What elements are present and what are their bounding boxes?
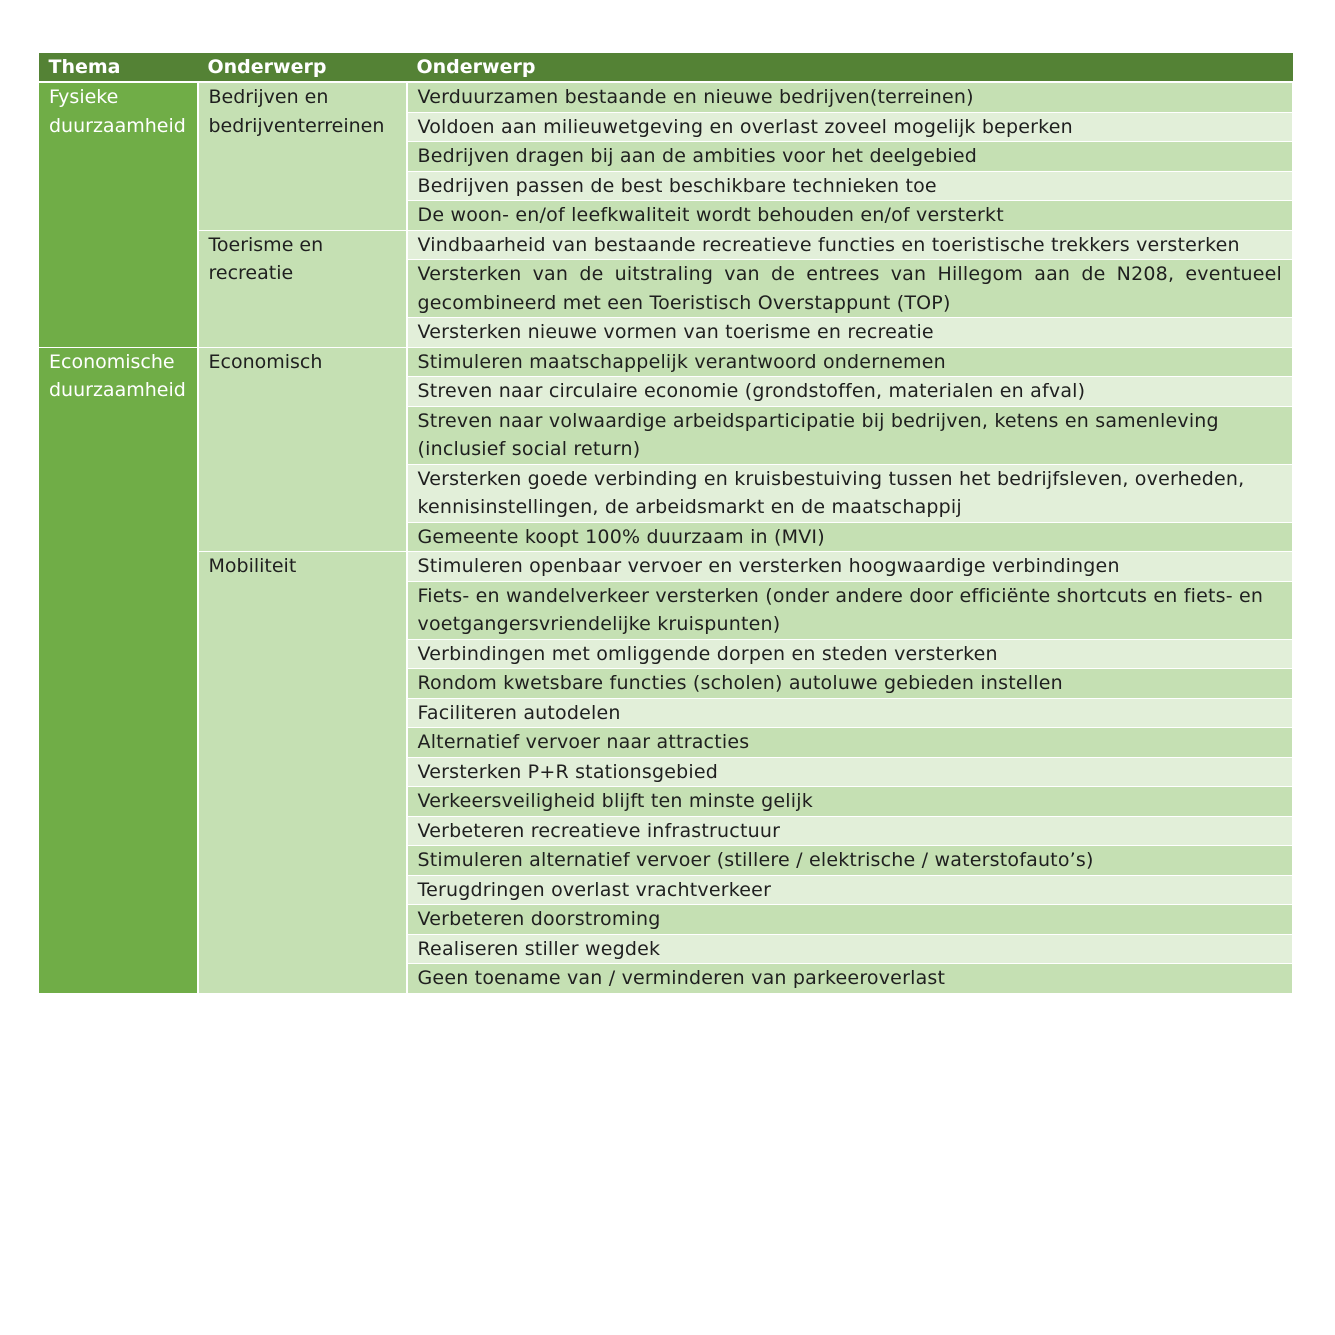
subject-cell: Economisch xyxy=(198,347,407,552)
table-row xyxy=(39,230,1293,260)
item-cell: Bedrijven dragen bij aan de ambities voor het deelgebied xyxy=(407,142,1293,172)
item-cell: Faciliteren autodelen xyxy=(407,698,1293,728)
item-cell: Bedrijven passen de best beschikbare technieken toe xyxy=(407,171,1293,201)
item-cell: Stimuleren alternatief vervoer (stillere / elektrische / waterstofauto’s) xyxy=(407,846,1293,876)
table-body xyxy=(39,82,1293,993)
item-cell: Terugdringen overlast vrachtverkeer xyxy=(407,875,1293,905)
item-cell: Geen toename van / verminderen van parkeeroverlast xyxy=(407,964,1293,994)
item-cell: Vindbaarheid van bestaande recreatieve functies en toeristische trekkers versterken xyxy=(407,230,1293,260)
table-row xyxy=(39,347,1293,377)
table-row xyxy=(39,552,1293,582)
item-cell: Voldoen aan milieuwetgeving en overlast zoveel mogelijk beperken xyxy=(407,112,1293,142)
item-cell: Verbeteren doorstroming xyxy=(407,905,1293,935)
item-cell: Gemeente koopt 100% duurzaam in (MVI) xyxy=(407,522,1293,552)
item-cell: Rondom kwetsbare functies (scholen) autoluwe gebieden instellen xyxy=(407,669,1293,699)
item-cell: Fiets- en wandelverkeer versterken (onder andere door efficiënte shortcuts en fiets- en voetgangersvriendelijke kruispunten) xyxy=(407,581,1293,639)
item-cell: Stimuleren maatschappelijk verantwoord ondernemen xyxy=(407,347,1293,377)
theme-table xyxy=(38,53,1293,994)
item-cell: Streven naar volwaardige arbeidsparticipatie bij bedrijven, ketens en samenleving (inclusief social return) xyxy=(407,406,1293,464)
header-onderwerp-detail: Onderwerp xyxy=(407,53,1293,82)
theme-cell: Economische duurzaamheid xyxy=(39,347,198,993)
item-cell: Versterken P+R stationsgebied xyxy=(407,757,1293,787)
table-header-row xyxy=(39,53,1293,82)
subject-cell: Mobiliteit xyxy=(198,552,407,994)
item-cell: Streven naar circulaire economie (grondstoffen, materialen en afval) xyxy=(407,377,1293,407)
item-cell: Verkeersveiligheid blijft ten minste gelijk xyxy=(407,787,1293,817)
header-thema: Thema xyxy=(39,53,198,82)
item-cell: Verduurzamen bestaande en nieuwe bedrijven(terreinen) xyxy=(407,82,1293,112)
subject-cell: Toerisme en recreatie xyxy=(198,230,407,347)
item-cell: Versterken nieuwe vormen van toerisme en recreatie xyxy=(407,318,1293,348)
item-cell: Verbeteren recreatieve infrastructuur xyxy=(407,816,1293,846)
item-cell: Verbindingen met omliggende dorpen en steden versterken xyxy=(407,639,1293,669)
item-cell: Versterken van de uitstraling van de entrees van Hillegom aan de N208, eventueel gecombineerd met een Toeristisch Overstappunt (TOP) xyxy=(407,260,1293,318)
item-cell: Realiseren stiller wegdek xyxy=(407,934,1293,964)
theme-cell: Fysieke duurzaamheid xyxy=(39,82,198,347)
header-onderwerp: Onderwerp xyxy=(198,53,407,82)
table-row xyxy=(39,82,1293,112)
item-cell: De woon- en/of leefkwaliteit wordt behouden en/of versterkt xyxy=(407,201,1293,231)
item-cell: Alternatief vervoer naar attracties xyxy=(407,728,1293,758)
subject-cell: Bedrijven en bedrijventerreinen xyxy=(198,82,407,230)
item-cell: Stimuleren openbaar vervoer en versterken hoogwaardige verbindingen xyxy=(407,552,1293,582)
item-cell: Versterken goede verbinding en kruisbestuiving tussen het bedrijfsleven, overheden, kennisinstellingen, de arbeidsmarkt en de maatschappij xyxy=(407,464,1293,522)
